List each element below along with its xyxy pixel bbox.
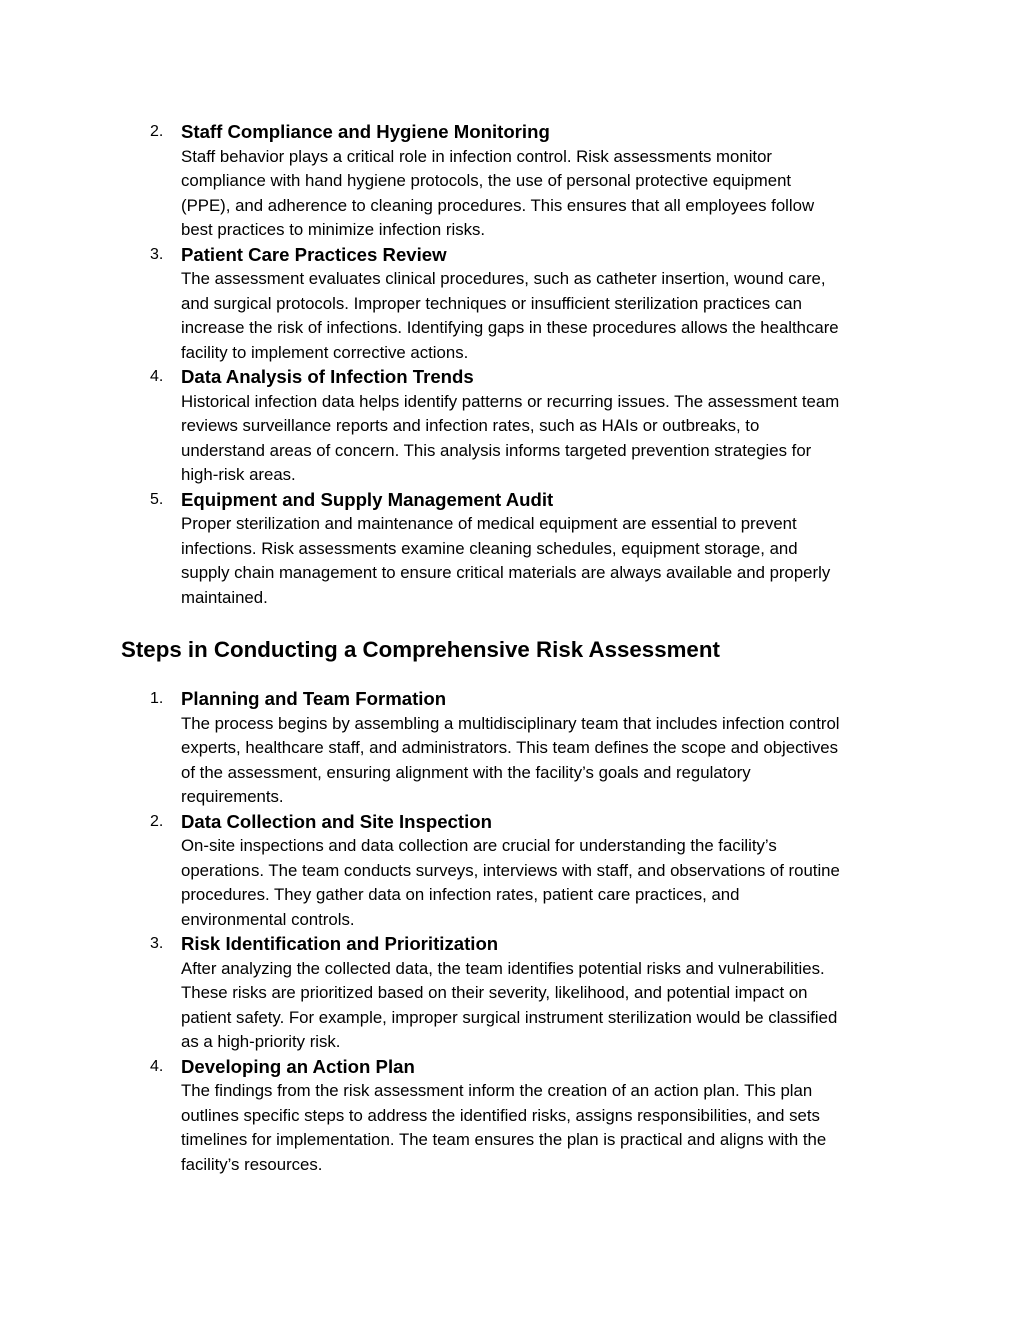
- list-item-text-line: experts, healthcare staff, and administrators. This team defines the scope and objectives: [181, 738, 839, 757]
- list-item-text-line: facility to implement corrective actions.: [181, 342, 469, 362]
- list-item-text-line: understand areas of concern. This analysis informs targeted prevention strategies for: [181, 440, 812, 460]
- list-item-text-line: supply chain management to ensure critical materials are always available and properly: [181, 563, 831, 582]
- list-item-text-line: The findings from the risk assessment inform the creation of an action plan. This plan: [181, 1081, 813, 1100]
- list-item-text-line: of the assessment, ensuring alignment with the facility’s goals and regulatory: [181, 762, 751, 782]
- list-item-text-line: requirements.: [181, 787, 284, 806]
- list-item-title: Risk Identification and Prioritization: [181, 933, 499, 954]
- list-item-text-line: maintained.: [181, 587, 268, 607]
- list-item-text-line: procedures. They gather data on infection rates, patient care practices, and: [181, 885, 740, 904]
- list-item-text-line: (PPE), and adherence to cleaning procedures. This ensures that all employees follow: [181, 195, 815, 215]
- list-item: [0, 365, 911, 488]
- list-item: [0, 120, 911, 243]
- list-item-number: 2.: [150, 812, 164, 830]
- list-item-text-line: These risks are prioritized based on their severity, likelihood, and potential impact on: [181, 983, 808, 1002]
- list-item-text-line: and surgical protocols. Improper techniques or insufficient sterilization practices can: [181, 293, 802, 313]
- list-item-text-line: reviews surveillance reports and infection rates, such as HAIs or outbreaks, to: [181, 416, 760, 435]
- list-item: [0, 932, 911, 1055]
- list-item-text-line: On-site inspections and data collection are crucial for understanding the facility’s: [181, 836, 777, 855]
- list-item-text-line: compliance with hand hygiene protocols, the use of personal protective equipment: [181, 171, 792, 190]
- list-item-text-line: facility’s resources.: [181, 1154, 323, 1174]
- list-item-number: 4.: [150, 1057, 164, 1075]
- list-item-title: Equipment and Supply Management Audit: [181, 488, 554, 510]
- list-item-title: Planning and Team Formation: [181, 688, 447, 709]
- list-item-text-line: increase the risk of infections. Identifying gaps in these procedures allows the healthcare: [181, 318, 839, 337]
- numbered-list-components: [0, 120, 1024, 610]
- list-item-number: 3.: [150, 935, 164, 952]
- list-item-title: Staff Compliance and Hygiene Monitoring: [181, 121, 550, 142]
- section-heading: Steps in Conducting a Comprehensive Risk Assessment: [121, 637, 720, 662]
- list-item-text-line: timelines for implementation. The team ensures the plan is practical and aligns with the: [181, 1130, 827, 1149]
- list-item-text-line: patient safety. For example, improper surgical instrument sterilization would be classified: [181, 1007, 838, 1027]
- list-item-text-line: environmental controls.: [181, 909, 355, 929]
- list-item-text-line: The process begins by assembling a multidisciplinary team that includes infection control: [181, 713, 840, 733]
- list-item-text-line: After analyzing the collected data, the team identifies potential risks and vulnerabilities.: [181, 958, 825, 978]
- list-item-text-line: Proper sterilization and maintenance of medical equipment are essential to prevent: [181, 514, 797, 533]
- list-item-text-line: outlines specific steps to address the identified risks, assigns responsibilities, and sets: [181, 1105, 820, 1125]
- list-item: [0, 1055, 911, 1178]
- list-item-number: 2.: [150, 123, 164, 140]
- list-item-text-line: best practices to minimize infection risks.: [181, 220, 486, 239]
- list-item: [0, 488, 911, 611]
- list-item-text-line: Historical infection data helps identify patterns or recurring issues. The assessment team: [181, 391, 840, 411]
- list-item-number: 1.: [150, 690, 164, 707]
- list-item: [0, 810, 911, 933]
- list-item: [0, 243, 911, 366]
- list-item-text-line: infections. Risk assessments examine cleaning schedules, equipment storage, and: [181, 538, 798, 558]
- list-item-number: 3.: [150, 245, 164, 263]
- list-item-text-line: as a high-priority risk.: [181, 1032, 341, 1051]
- list-item: [0, 687, 911, 810]
- list-item-title: Developing an Action Plan: [181, 1055, 415, 1077]
- list-item-text-line: The assessment evaluates clinical procedures, such as catheter insertion, wound care,: [181, 269, 826, 288]
- list-item-text-line: operations. The team conducts surveys, interviews with staff, and observations of routine: [181, 860, 840, 880]
- list-item-text-line: high-risk areas.: [181, 465, 296, 484]
- list-item-number: 5.: [150, 490, 164, 508]
- numbered-list-steps: [0, 687, 1024, 1177]
- list-item-text-line: Staff behavior plays a critical role in infection control. Risk assessments monitor: [181, 146, 773, 166]
- list-item-title: Data Analysis of Infection Trends: [181, 366, 474, 387]
- list-item-title: Data Collection and Site Inspection: [181, 810, 492, 832]
- list-item-number: 4.: [150, 368, 164, 385]
- list-item-title: Patient Care Practices Review: [181, 243, 447, 265]
